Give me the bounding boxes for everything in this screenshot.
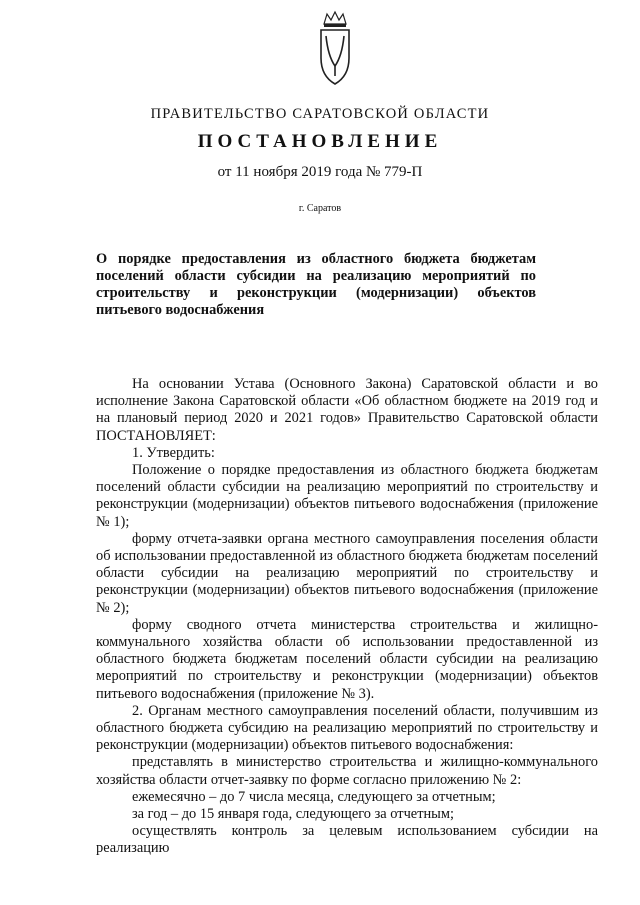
body-paragraph: 1. Утвердить: — [132, 444, 215, 461]
document-city: г. Саратов — [298, 203, 342, 214]
body-paragraph: форму сводного отчета министерства строительства и жилищно-коммунального хозяйства области об использовании предоставленной из областного бюджета бюджетам поселений области субсидии на реализацию мероприятий по строительству и реконструкции (модернизации) объектов питьевого водоснабжения (приложение № 3). — [96, 616, 598, 702]
body-paragraph: Положение о порядке предоставления из областного бюджета бюджетам поселений области субсидии на реализацию мероприятий по строительству и реконструкции (модернизации) объектов питьевого водоснабжения (приложение № 1); — [96, 462, 598, 530]
body-paragraph: за год – до 15 января года, следующего за отчетным; — [132, 806, 454, 823]
body-paragraph: На основании Устава (Основного Закона) Саратовской области и во исполнение Закона Саратовской области «Об областном бюджете на 2019 год и на плановый период 2020 и 2021 годов» Правительство Саратовской области ПОСТАНОВЛЯЕТ: — [96, 376, 598, 444]
body-paragraph: 2. Органам местного самоуправления поселений области, получившим из областного бюджета субсидию на реализацию мероприятий по строительству и реконструкции (модернизации) объектов питьевого водоснабжения: — [96, 702, 598, 754]
body-paragraph: представлять в министерство строительства и жилищно-коммунального хозяйства области отчет-заявку по форме согласно приложению № 2: — [96, 754, 598, 788]
document-title: О порядке предоставления из областного бюджета бюджетам поселений области субсидии на реализацию мероприятий по строительству и реконструкции (модернизации) объектов питьевого водоснабжения — [96, 251, 536, 318]
document-body — [96, 376, 598, 858]
body-paragraph: форму отчета-заявки органа местного самоуправления поселения области об использовании предоставленной из областного бюджета бюджетам поселений области субсидии на реализацию мероприятий по строительству и реконструкции (модернизации) объектов питьевого водоснабжения (приложение № 2); — [96, 530, 598, 616]
document-date-number: от 11 ноября 2019 года № 779-П — [217, 164, 423, 180]
coat-of-arms-icon — [312, 10, 358, 90]
body-paragraph: ежемесячно – до 7 числа месяца, следующего за отчетным; — [132, 788, 496, 805]
body-paragraph: осуществлять контроль за целевым использованием субсидии на реализацию — [96, 823, 598, 857]
document-type: ПОСТАНОВЛЕНИЕ — [197, 131, 443, 152]
government-name: ПРАВИТЕЛЬСТВО САРАТОВСКОЙ ОБЛАСТИ — [150, 106, 490, 122]
